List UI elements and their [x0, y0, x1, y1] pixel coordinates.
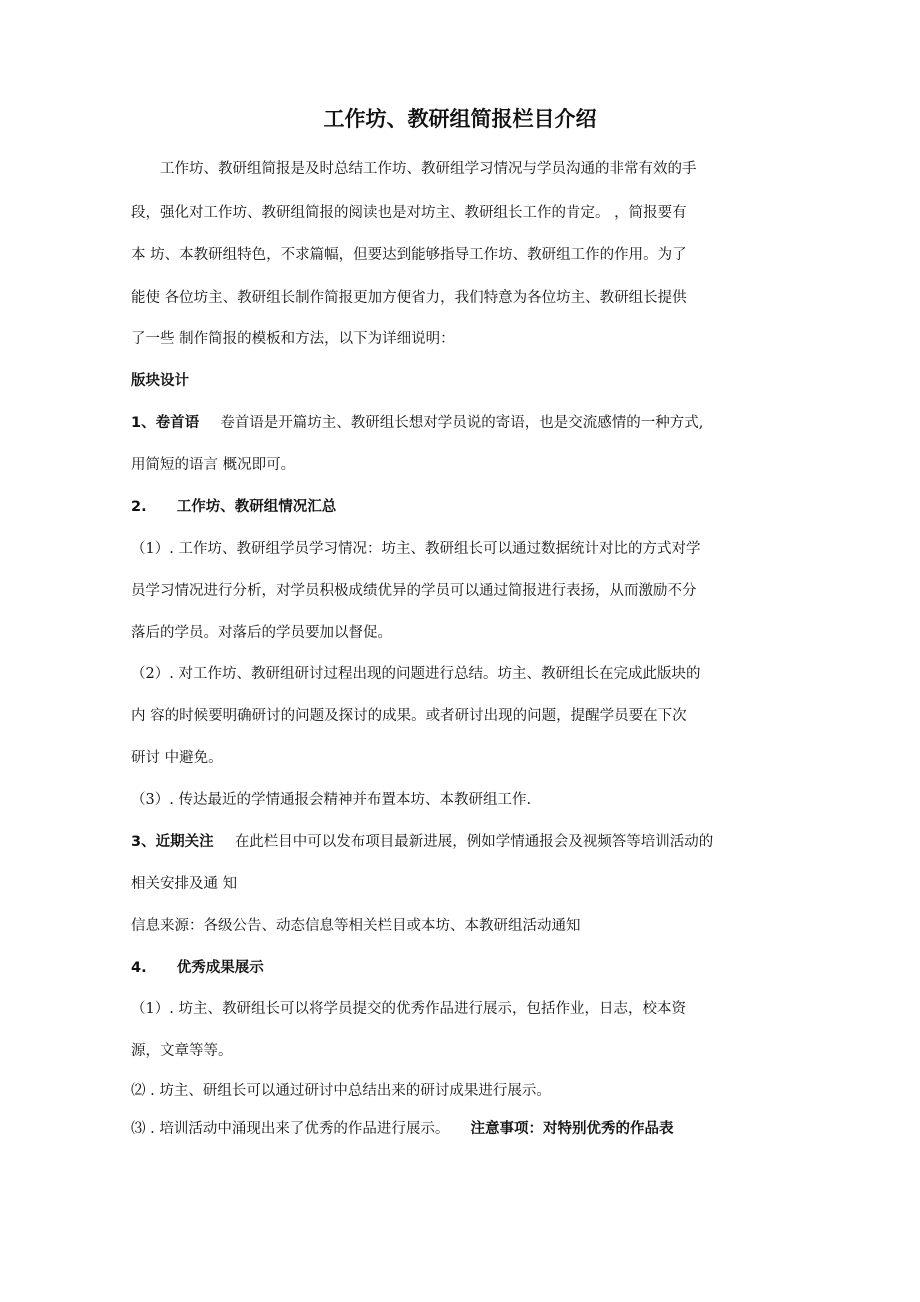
intro-line: 能使 各位坊主、教研组长制作简报更加方便省力，我们特意为各位坊主、教研组长提供: [131, 290, 687, 306]
section-2-line: （3）. 传达最近的学情通报会精神并布置本坊、本教研组工作.: [131, 792, 532, 808]
section-2-line: 员学习情况进行分析，对学员积极成绩优异的学员可以通过简报进行表扬，从而激励不分: [131, 583, 697, 599]
section-4-line: （1）. 坊主、教研组长可以将学员提交的优秀作品进行展示，包括作业，日志，校本资: [131, 1001, 686, 1017]
intro-line: 本 坊、本教研组特色，不求篇幅，但要达到能够指导工作坊、教研组工作的作用。为了: [131, 247, 687, 263]
section-4-number: 4.: [131, 960, 147, 976]
section-1-text: 卷首语是开篇坊主、教研组长想对学员说的寄语，也是交流感情的一种方式,: [220, 415, 704, 431]
section-3-text: 在此栏目中可以发布项目最新进展，例如学情通报会及视频答等培训活动的: [234, 834, 714, 850]
section-2-number: 2.: [131, 499, 147, 515]
section-3-line: [131, 831, 713, 853]
section-4-title: 优秀成果展示: [176, 960, 264, 976]
section-3-line: 信息来源：各级公告、动态信息等相关栏目或本坊、本教研组活动通知: [131, 918, 581, 934]
section-4-line: ⑵ . 坊主、研组长可以通过研讨中总结出来的研讨成果进行展示。: [131, 1083, 551, 1099]
section-3-line: 相关安排及通 知: [131, 876, 238, 892]
section-2-heading: [131, 496, 336, 518]
section-heading-block-design: 版块设计: [131, 373, 189, 389]
section-1-line: 用简短的语言 概况即可。: [131, 457, 296, 473]
section-4-heading: [131, 957, 264, 979]
document-title: 工作坊、教研组简报栏目介绍: [323, 107, 597, 131]
intro-line: 了一些 制作简报的模板和方法，以下为详细说明：: [131, 331, 455, 347]
section-2-line: 研讨 中避免。: [131, 750, 223, 766]
intro-line: 工作坊、教研组简报是及时总结工作坊、教研组学习情况与学员沟通的非常有效的手: [160, 161, 697, 177]
section-2-line: （2）. 对工作坊、教研组研讨过程出现的问题进行总结。坊主、教研组长在完成此版块的: [131, 666, 701, 682]
section-4-line: [131, 1118, 674, 1140]
section-2-line: 内 容的时候要明确研讨的问题及探讨的成果。或者研讨出现的问题，提醒学员要在下次: [131, 708, 687, 724]
section-4-item-3: ⑶ . 培训活动中涌现出来了优秀的作品进行展示。: [131, 1121, 450, 1137]
section-2-title: 工作坊、教研组情况汇总: [176, 499, 337, 515]
section-1-line: [131, 412, 703, 434]
section-4-note: 注意事项：对特别优秀的作品表: [470, 1121, 674, 1137]
section-2-line: （1）. 工作坊、教研组学员学习情况：坊主、教研组长可以通过数据统计对比的方式对学: [131, 541, 701, 557]
section-3-label: 3、近期关注: [131, 834, 214, 850]
section-2-line: 落后的学员。对落后的学员要加以督促。: [131, 625, 392, 641]
section-1-label: 1、卷首语: [131, 415, 200, 431]
intro-line: 段，强化对工作坊、教研组简报的阅读也是对坊主、教研组长工作的肯定。 ，简报要有: [131, 205, 687, 221]
section-4-line: 源，文章等等。: [131, 1043, 233, 1059]
